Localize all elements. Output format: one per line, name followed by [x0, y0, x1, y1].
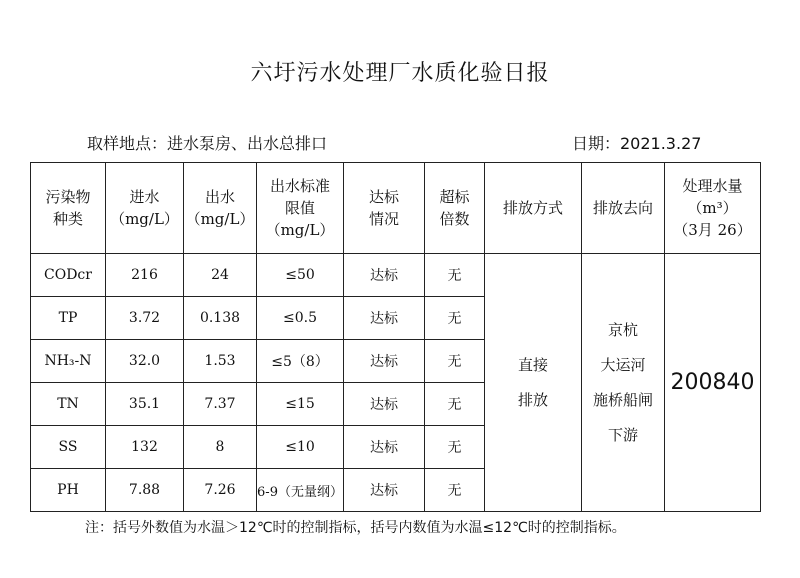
pollutant-cell: CODcr — [31, 254, 106, 297]
limit-cell: 6-9（无量纲） — [257, 469, 344, 512]
header-compliance: 达标 情况 — [344, 163, 425, 254]
pollutant-cell: TN — [31, 383, 106, 426]
exceed-cell: 无 — [425, 254, 485, 297]
discharge-method-cell: 直接 排放 — [485, 254, 582, 512]
exceed-cell: 无 — [425, 383, 485, 426]
limit-cell: ≤5（8） — [257, 340, 344, 383]
pollutant-cell: NH₃-N — [31, 340, 106, 383]
influent-cell: 132 — [106, 426, 184, 469]
report-date: 日期：2021.3.27 — [572, 134, 702, 153]
pollutant-cell: SS — [31, 426, 106, 469]
influent-cell: 32.0 — [106, 340, 184, 383]
influent-cell: 7.88 — [106, 469, 184, 512]
compliance-cell: 达标 — [344, 426, 425, 469]
compliance-cell: 达标 — [344, 297, 425, 340]
header-discharge-destination: 排放去向 — [582, 163, 665, 254]
exceed-cell: 无 — [425, 426, 485, 469]
header-influent: 进水 （mg/L） — [106, 163, 184, 254]
effluent-cell: 7.26 — [184, 469, 257, 512]
influent-cell: 216 — [106, 254, 184, 297]
treated-volume-cell: 200840 — [665, 254, 761, 512]
exceed-cell: 无 — [425, 297, 485, 340]
footnote: 注：括号外数值为水温＞12℃时的控制指标，括号内数值为水温≤12℃时的控制指标。 — [85, 520, 626, 536]
limit-cell: ≤50 — [257, 254, 344, 297]
effluent-cell: 8 — [184, 426, 257, 469]
effluent-cell: 1.53 — [184, 340, 257, 383]
sampling-location: 取样地点：进水泵房、出水总排口 — [87, 134, 328, 153]
influent-cell: 35.1 — [106, 383, 184, 426]
effluent-cell: 7.37 — [184, 383, 257, 426]
header-discharge-method: 排放方式 — [485, 163, 582, 254]
header-volume: 处理水量 （m³） （3月 26） — [665, 163, 761, 254]
compliance-cell: 达标 — [344, 469, 425, 512]
influent-cell: 3.72 — [106, 297, 184, 340]
effluent-cell: 0.138 — [184, 297, 257, 340]
pollutant-cell: TP — [31, 297, 106, 340]
limit-cell: ≤15 — [257, 383, 344, 426]
header-pollutant: 污染物 种类 — [31, 163, 106, 254]
exceed-cell: 无 — [425, 469, 485, 512]
discharge-destination-cell: 京杭 大运河 施桥船闸 下游 — [582, 254, 665, 512]
effluent-cell: 24 — [184, 254, 257, 297]
pollutant-cell: PH — [31, 469, 106, 512]
compliance-cell: 达标 — [344, 254, 425, 297]
report-title: 六圩污水处理厂水质化验日报 — [250, 61, 550, 86]
compliance-cell: 达标 — [344, 340, 425, 383]
header-effluent: 出水 （mg/L） — [184, 163, 257, 254]
water-quality-table — [30, 162, 761, 512]
limit-cell: ≤0.5 — [257, 297, 344, 340]
exceed-cell: 无 — [425, 340, 485, 383]
header-exceed: 超标 倍数 — [425, 163, 485, 254]
limit-cell: ≤10 — [257, 426, 344, 469]
compliance-cell: 达标 — [344, 383, 425, 426]
header-limit: 出水标准 限值 （mg/L） — [257, 163, 344, 254]
table-row — [31, 254, 761, 297]
table-header-row — [31, 163, 761, 254]
